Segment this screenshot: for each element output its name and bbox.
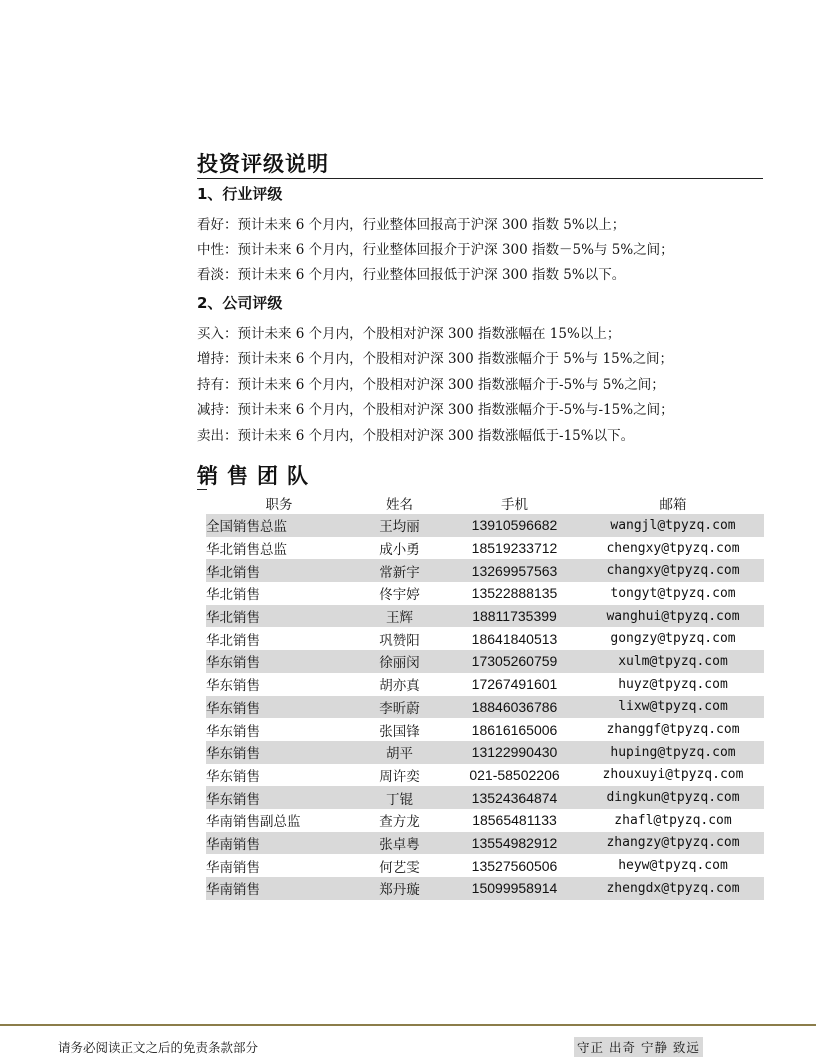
column-header-email: 邮箱 [659,497,687,513]
cell-phone: 15099958914 [447,877,582,900]
table-row [206,718,764,741]
cell-phone: 17267491601 [471,676,558,693]
column-header-phone: 手机 [501,497,528,513]
sales-team-title: 销售团队 [197,464,317,488]
cell-email: wanghui@tpyzq.com [582,605,764,628]
cell-role: 华东销售 [206,768,260,785]
cell-name: 巩赞阳 [379,632,420,649]
table-row [206,741,764,764]
industry-rating-line: 看好：预计未来 6 个月内，行业整体回报高于沪深 300 指数 5%以上； [197,217,626,233]
cell-role: 华南销售副总监 [206,814,301,831]
company-rating-line: 卖出：预计未来 6 个月内，个股相对沪深 300 指数涨幅低于-15%以下。 [197,428,635,444]
company-rating-line: 减持：预计未来 6 个月内，个股相对沪深 300 指数涨幅介于-5%与-15%之间； [197,402,674,418]
table-header-row [206,492,764,514]
column-header-role: 职务 [265,497,293,513]
table-row [206,627,764,650]
cell-name: 徐丽闵 [352,650,447,673]
company-rating-line: 增持：预计未来 6 个月内，个股相对沪深 300 指数涨幅介于 5%与 15%之间； [197,351,674,367]
industry-rating-heading: 1、行业评级 [197,185,283,203]
table-row [206,854,764,877]
cell-email: xulm@tpyzq.com [582,650,764,673]
table-row [206,877,764,900]
cell-name: 丁锟 [352,786,447,809]
cell-name: 何艺雯 [379,859,420,876]
cell-name: 郑丹璇 [352,877,447,900]
table-row [206,673,764,696]
cell-phone: 18519233712 [471,540,558,557]
cell-name: 胡亦真 [379,678,420,695]
cell-phone: 13910596682 [447,514,582,537]
company-rating-heading: 2、公司评级 [197,294,283,312]
cell-phone: 13554982912 [447,832,582,855]
cell-phone: 13522888135 [471,585,558,602]
cell-role: 华东销售 [206,650,352,673]
table-row [206,764,764,787]
section-divider [197,178,763,179]
cell-name: 常新宇 [352,559,447,582]
company-rating-line: 买入：预计未来 6 个月内，个股相对沪深 300 指数涨幅在 15%以上； [197,326,621,342]
sales-title-underline [197,489,207,490]
cell-email: wangjl@tpyzq.com [582,514,764,537]
cell-email: zhengdx@tpyzq.com [582,877,764,900]
table-row [206,696,764,719]
cell-email: chengxy@tpyzq.com [606,540,740,556]
cell-phone: 13269957563 [447,559,582,582]
cell-name: 王均丽 [352,514,447,537]
cell-role: 华东销售 [206,786,352,809]
footer-divider [0,1024,816,1026]
cell-name: 张国锋 [379,723,420,740]
cell-phone: 18565481133 [472,812,557,829]
cell-name: 王辉 [352,605,447,628]
industry-rating-line: 看淡：预计未来 6 个月内，行业整体回报低于沪深 300 指数 5%以下。 [197,267,626,283]
table-row [206,832,764,855]
table-row [206,537,764,560]
cell-role: 华东销售 [206,696,352,719]
cell-phone: 18846036786 [447,696,582,719]
cell-phone: 18641840513 [471,630,558,647]
column-header-name: 姓名 [386,497,413,513]
cell-phone: 13527560506 [471,857,558,874]
cell-role: 华南销售 [206,877,352,900]
cell-role: 华东销售 [206,723,260,740]
cell-name: 周许奕 [379,768,420,785]
cell-phone: 17305260759 [447,650,582,673]
cell-role: 华北销售总监 [206,542,287,559]
cell-phone: 13524364874 [447,786,582,809]
cell-name: 查方龙 [379,814,420,831]
table-row [206,786,764,809]
footer-disclaimer: 请务必阅读正文之后的免责条款部分 [58,1040,259,1055]
cell-role: 华北销售 [206,559,352,582]
cell-role: 华东销售 [206,741,352,764]
industry-rating-line: 中性：预计未来 6 个月内，行业整体回报介于沪深 300 指数－5%与 5%之间； [197,242,674,258]
cell-email: gongzy@tpyzq.com [610,631,736,647]
cell-email: zhouxuyi@tpyzq.com [602,767,744,783]
table-row [206,809,764,832]
cell-phone: 13122990430 [447,741,582,764]
cell-email: huping@tpyzq.com [582,741,764,764]
sales-team-table [206,492,764,900]
cell-role: 华南销售 [206,859,260,876]
table-row [206,605,764,628]
table-row [206,559,764,582]
cell-role: 华北销售 [206,605,352,628]
cell-name: 胡平 [352,741,447,764]
cell-email: huyz@tpyzq.com [618,676,728,692]
cell-role: 全国销售总监 [206,514,352,537]
cell-email: changxy@tpyzq.com [582,559,764,582]
cell-phone: 021-58502206 [469,766,560,783]
cell-email: lixw@tpyzq.com [582,696,764,719]
table-row [206,650,764,673]
cell-name: 成小勇 [379,542,420,559]
cell-role: 华南销售 [206,832,352,855]
company-rating-line: 持有：预计未来 6 个月内，个股相对沪深 300 指数涨幅介于-5%与 5%之间； [197,377,665,393]
cell-email: heyw@tpyzq.com [618,858,728,874]
cell-email: dingkun@tpyzq.com [582,786,764,809]
rating-section-title: 投资评级说明 [197,152,329,176]
cell-role: 华北销售 [206,632,260,649]
cell-email: zhangzy@tpyzq.com [582,832,764,855]
cell-role: 华东销售 [206,678,260,695]
cell-email: zhafl@tpyzq.com [614,812,732,828]
footer-slogan: 守正 出奇 宁静 致远 [574,1037,703,1057]
cell-email: zhanggf@tpyzq.com [606,722,740,738]
cell-phone: 18616165006 [471,721,558,738]
cell-role: 华北销售 [206,587,260,604]
table-row [206,582,764,605]
cell-name: 张卓粤 [352,832,447,855]
cell-phone: 18811735399 [447,605,582,628]
cell-email: tongyt@tpyzq.com [610,585,736,601]
cell-name: 李昕蔚 [352,696,447,719]
table-row [206,514,764,537]
cell-name: 佟宇婷 [379,587,420,604]
